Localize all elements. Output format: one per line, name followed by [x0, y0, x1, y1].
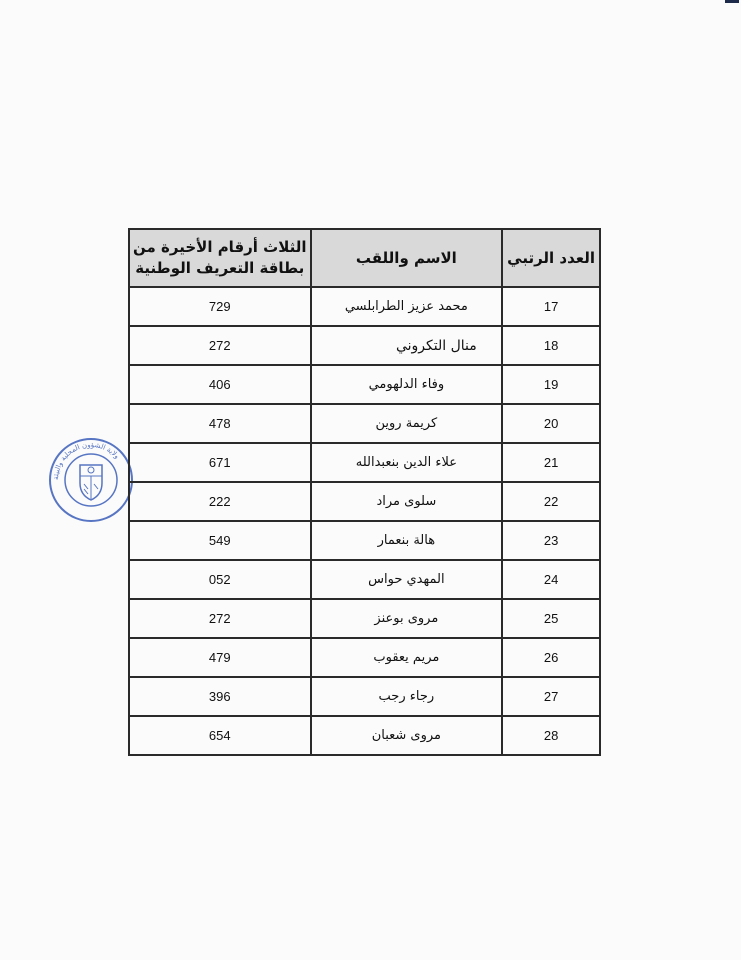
rank-cell: 25 [502, 599, 600, 638]
name-text: مروى بوعنز [374, 611, 439, 626]
name-cell [311, 443, 503, 482]
stamp-outer-text: ولاية الشؤون المحلية والبيئة [51, 440, 121, 481]
id-digits-cell: 272 [129, 326, 311, 365]
rank-cell: 27 [502, 677, 600, 716]
tunisia-emblem-icon [80, 465, 102, 500]
name-text: مريم يعقوب [373, 650, 440, 665]
rank-cell: 21 [502, 443, 600, 482]
id-digits-cell: 729 [129, 287, 311, 326]
rank-cell: 19 [502, 365, 600, 404]
id-digits-cell: 478 [129, 404, 311, 443]
table-row [129, 365, 600, 404]
name-text: كريمة روين [375, 416, 438, 431]
name-cell [311, 638, 503, 677]
header-rank: العدد الرتبي [502, 229, 600, 287]
id-digits-cell: 479 [129, 638, 311, 677]
official-stamp [48, 437, 134, 523]
id-digits-cell: 222 [129, 482, 311, 521]
header-name: الاسم واللقب [311, 229, 503, 287]
id-digits-cell: 654 [129, 716, 311, 755]
name-text: المهدي حواس [368, 572, 445, 587]
table-row [129, 482, 600, 521]
name-cell [311, 599, 503, 638]
rank-cell: 17 [502, 287, 600, 326]
rank-cell: 24 [502, 560, 600, 599]
participants-table [128, 228, 601, 756]
id-digits-cell: 052 [129, 560, 311, 599]
rank-cell: 26 [502, 638, 600, 677]
id-digits-cell: 396 [129, 677, 311, 716]
table-row [129, 716, 600, 755]
table-row [129, 443, 600, 482]
name-text: هالة بنعمار [377, 533, 436, 548]
id-digits-cell: 671 [129, 443, 311, 482]
table-row [129, 287, 600, 326]
name-cell [311, 404, 503, 443]
table-header-row [129, 229, 600, 287]
name-cell [311, 287, 503, 326]
name-cell [311, 716, 503, 755]
name-cell [311, 365, 503, 404]
svg-text:ولاية الشؤون المحلية والبيئة [52, 441, 121, 480]
rank-cell: 22 [502, 482, 600, 521]
name-text: مروى شعبان [371, 728, 442, 743]
table-row [129, 326, 600, 365]
name-text: وفاء الدلهومي [368, 377, 445, 392]
id-digits-cell: 549 [129, 521, 311, 560]
name-cell [311, 482, 503, 521]
name-cell [311, 677, 503, 716]
corner-scan-mark [725, 0, 739, 3]
table-row [129, 599, 600, 638]
id-digits-cell: 272 [129, 599, 311, 638]
table-row [129, 638, 600, 677]
rank-cell: 23 [502, 521, 600, 560]
name-text: رجاء رجب [378, 689, 435, 704]
table-row [129, 560, 600, 599]
header-id-digits: الثلاث أرقام الأخيرة من بطاقة التعريف الوطنية [129, 229, 311, 287]
table-row [129, 404, 600, 443]
table-row [129, 521, 600, 560]
name-text: منال التكروني [395, 337, 477, 354]
id-digits-cell: 406 [129, 365, 311, 404]
name-text: سلوى مراد [376, 494, 437, 509]
name-text: محمد عزيز الطرابلسي [344, 299, 468, 314]
name-cell [311, 521, 503, 560]
rank-cell: 28 [502, 716, 600, 755]
table-row [129, 677, 600, 716]
name-text: علاء الدين بنعبدالله [355, 455, 457, 470]
name-cell [311, 560, 503, 599]
rank-cell: 20 [502, 404, 600, 443]
name-cell [311, 326, 503, 365]
rank-cell: 18 [502, 326, 600, 365]
